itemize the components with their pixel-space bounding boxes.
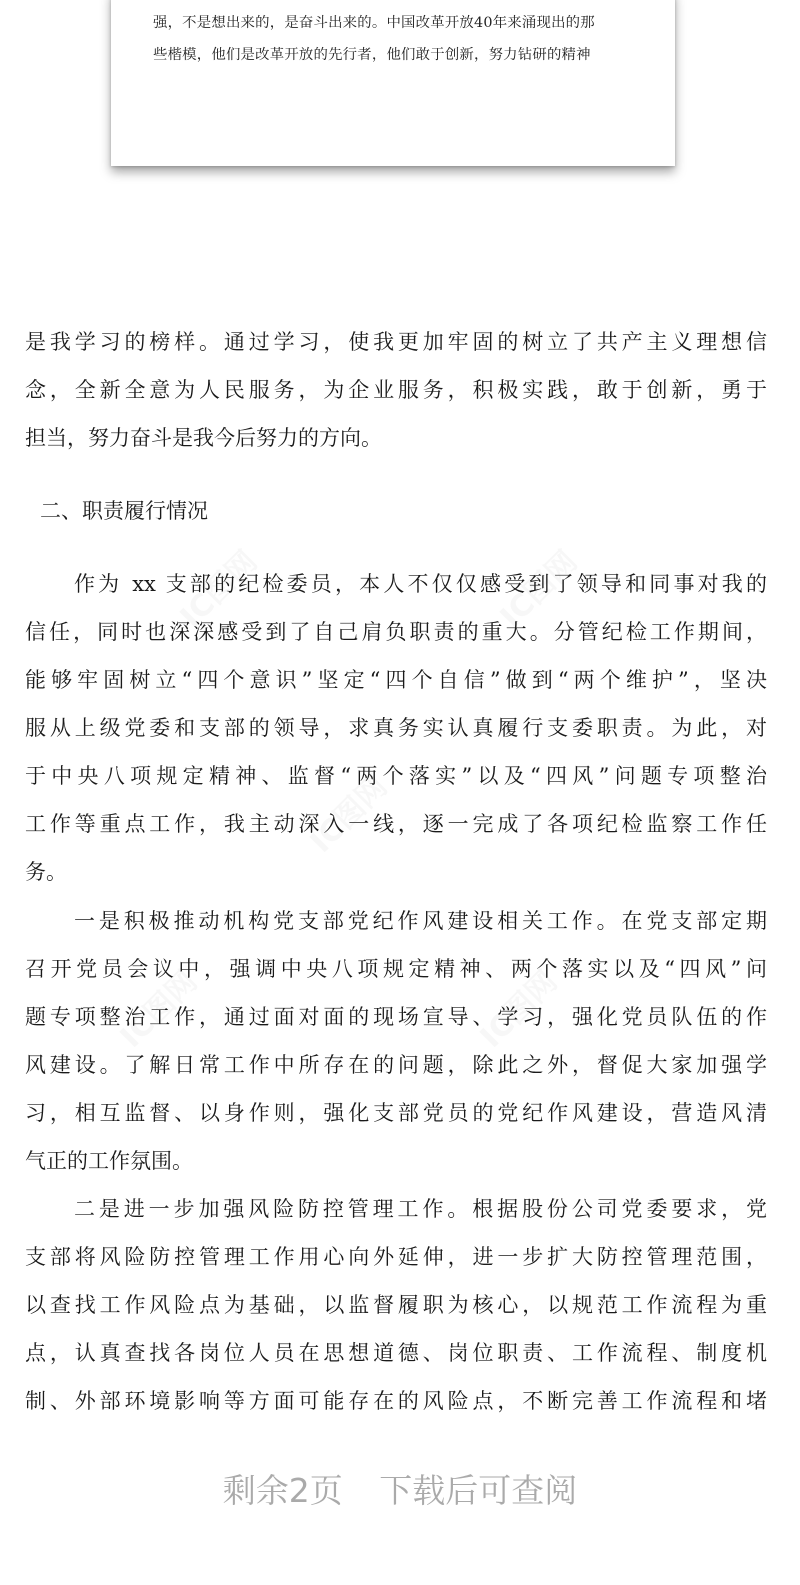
text-line: 制、外部环境影响等方面可能存在的风险点，不断完善工作流程和堵 <box>25 1389 767 1413</box>
text-line: 担当，努力奋斗是我今后努力的方向。 <box>25 426 382 450</box>
text-line: 务。 <box>25 860 67 884</box>
preview-page-card <box>111 0 675 166</box>
section-heading: 二、职责履行情况 <box>40 499 208 523</box>
text-line: 工作等重点工作，我主动深入一线，逐一完成了各项纪检监察工作任 <box>25 812 767 836</box>
remaining-pages-notice[interactable]: 剩余2页 下载后可查阅 <box>222 1471 578 1510</box>
paragraph-first-line: 一是积极推动机构党支部党纪作风建设相关工作。在党支部定期 <box>74 909 767 933</box>
text-line: 念，全新全意为人民服务，为企业服务，积极实践，敢于创新，勇于 <box>25 378 767 402</box>
preview-line-2: 强，不是想出来的，是奋斗出来的。中国改革开放40年来涌现出的那 <box>153 15 595 31</box>
watermark: IC图网 <box>493 544 585 635</box>
text-line: 题专项整治工作，通过面对面的现场宣导、学习，强化党员队伍的作 <box>25 1005 767 1029</box>
preview-line-3: 些楷模，他们是改革开放的先行者，他们敢于创新，努力钻研的精神 <box>153 47 591 63</box>
text-line: 能够牢固树立“四个意识”坚定“四个自信”做到“两个维护”，坚决 <box>25 668 767 692</box>
text-line: 风建设。了解日常工作中所存在的问题，除此之外，督促大家加强学 <box>25 1053 767 1077</box>
text-line: 习，相互监督、以身作则，强化支部党员的党纪作风建设，营造风清 <box>25 1101 767 1125</box>
text-line: 信任，同时也深深感受到了自己肩负职责的重大。分管纪检工作期间， <box>25 620 767 644</box>
text-line: 是我学习的榜样。通过学习，使我更加牢固的树立了共产主义理想信 <box>25 330 767 354</box>
text-line: 服从上级党委和支部的领导，求真务实认真履行支委职责。为此，对 <box>25 716 767 740</box>
text-line: 气正的工作氛围。 <box>25 1149 193 1173</box>
paragraph-first-line: 二是进一步加强风险防控管理工作。根据股份公司党委要求，党 <box>74 1197 767 1221</box>
text-line: 召开党员会议中，强调中央八项规定精神、两个落实以及“四风”问 <box>25 957 767 981</box>
watermark: IC图网 <box>303 769 395 860</box>
text-line: 以查找工作风险点为基础，以监督履职为核心，以规范工作流程为重 <box>25 1293 767 1317</box>
watermark: IC图网 <box>473 964 565 1055</box>
paragraph-first-line: 作为 xx 支部的纪检委员，本人不仅仅感受到了领导和同事对我的 <box>74 572 767 596</box>
text-line: 于中央八项规定精神、监督“两个落实”以及“四风”问题专项整治 <box>25 764 767 788</box>
watermark: IC图网 <box>113 964 205 1055</box>
text-line: 点，认真查找各岗位人员在思想道德、岗位职责、工作流程、制度机 <box>25 1341 767 1365</box>
text-line: 支部将风险防控管理工作用心向外延伸，进一步扩大防控管理范围， <box>25 1245 767 1269</box>
watermark: IC图网 <box>173 544 265 635</box>
